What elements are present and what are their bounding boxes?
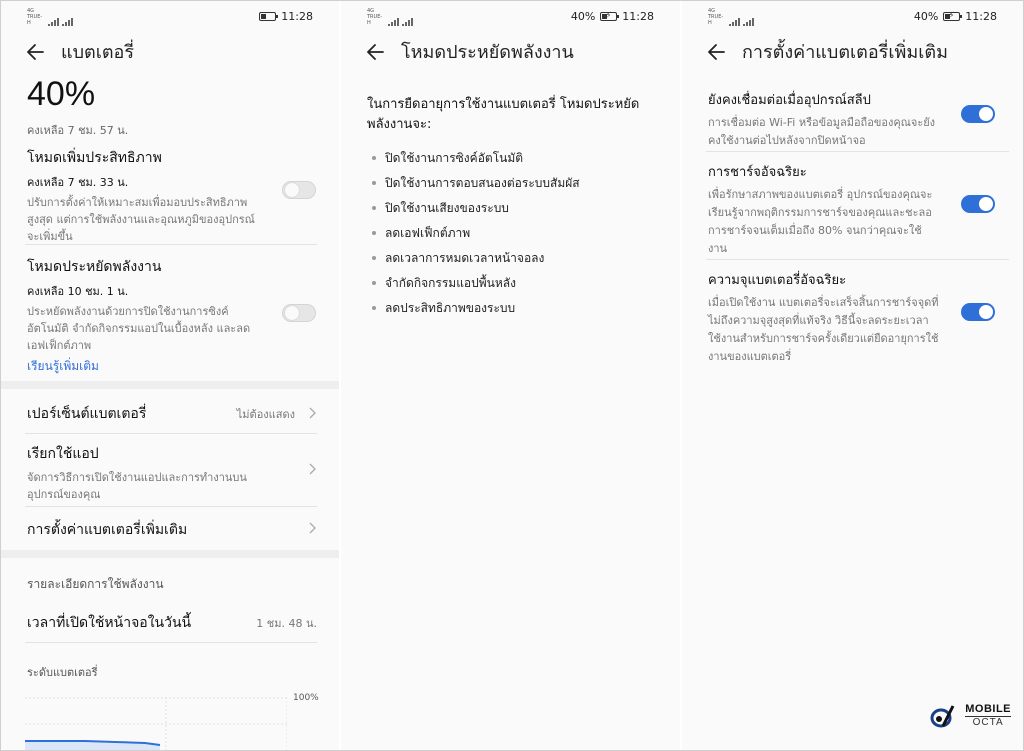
power-saving-screen xyxy=(341,1,680,750)
status-bar xyxy=(682,1,1023,31)
page-title: การตั้งค่าแบตเตอรี่เพิ่มเติม xyxy=(742,42,948,63)
back-arrow-icon[interactable] xyxy=(706,42,726,62)
page-title: แบตเตอรี่ xyxy=(61,42,135,63)
signal-strength-icon xyxy=(48,18,59,26)
clock: 11:28 xyxy=(622,10,654,23)
app-launch-description: จัดการวิธีการเปิดใช้งานแอปและการทำงานบนอุปกรณ์ของคุณ xyxy=(27,471,247,501)
battery-level-label: ระดับแบตเตอรี่ xyxy=(27,666,98,679)
back-arrow-icon[interactable] xyxy=(365,42,385,62)
more-battery-settings-label: การตั้งค่าแบตเตอรี่เพิ่มเติม xyxy=(27,522,188,538)
learn-more-link[interactable]: เรียนรู้เพิ่มเติม xyxy=(27,359,99,373)
battery-percent-value: 40% xyxy=(27,75,96,113)
performance-mode-title: โหมดเพิ่มประสิทธิภาพ xyxy=(27,150,162,166)
signal-strength-icon xyxy=(729,18,740,26)
network-label: 4G TRUE-H xyxy=(27,8,43,26)
page-title: โหมดประหยัดพลังงาน xyxy=(401,42,574,63)
performance-mode-toggle[interactable] xyxy=(282,181,316,199)
chevron-right-icon xyxy=(309,522,317,534)
performance-mode-remaining: คงเหลือ 7 ชม. 33 น. xyxy=(27,176,129,189)
signal-indicators xyxy=(27,8,73,26)
list-item: ลดประสิทธิภาพของระบบ xyxy=(371,299,661,324)
battery-level-chart xyxy=(25,697,287,750)
signal-strength-icon xyxy=(388,18,399,26)
divider xyxy=(25,433,317,434)
signal-indicators xyxy=(708,8,754,26)
list-item: ลดเอฟเฟ็กต์ภาพ xyxy=(371,224,661,249)
battery-charging-icon: ⚡ xyxy=(943,12,960,21)
smart-battery-capacity-title: ความจุแบตเตอรี่อัจฉริยะ xyxy=(708,273,847,288)
screen-on-time-value: 1 ชม. 48 น. xyxy=(256,617,317,630)
app-launch-label: เรียกใช้แอป xyxy=(27,446,99,462)
status-bar xyxy=(341,1,680,31)
signal-indicators xyxy=(367,8,413,26)
smart-battery-capacity-toggle[interactable] xyxy=(961,303,995,321)
battery-percent-status: 40% xyxy=(913,10,939,23)
power-saving-mode-title: โหมดประหยัดพลังงาน xyxy=(27,259,162,275)
divider xyxy=(706,151,1009,152)
divider xyxy=(25,506,317,507)
performance-mode-setting[interactable] xyxy=(27,147,317,245)
app-launch-row[interactable] xyxy=(27,443,317,503)
logo-text-octa: OCTA xyxy=(972,717,1004,728)
list-item: ปิดใช้งานเสียงของระบบ xyxy=(371,199,661,224)
battery-percentage-value: ไม่ต้องแสดง xyxy=(236,408,295,421)
stay-connected-title: ยังคงเชื่อมต่อเมื่ออุปกรณ์สลีป xyxy=(708,93,871,108)
status-bar xyxy=(1,1,339,31)
section-separator xyxy=(1,381,339,389)
power-saving-mode-toggle[interactable] xyxy=(282,304,316,322)
mobile-octa-logo-mark xyxy=(929,704,961,728)
power-saving-intro: ในการยืดอายุการใช้งานแบตเตอรี่ โหมดประหยัดพลังงานจะ: xyxy=(367,97,640,132)
chevron-right-icon xyxy=(309,463,317,475)
list-item: จำกัดกิจกรรมแอปพื้นหลัง xyxy=(371,274,661,299)
smart-charging-description: เพื่อรักษาสภาพของแบตเตอรี่ อุปกรณ์ของคุณจะเรียนรู้จากพฤติกรรมการชาร์จของคุณและชะลอการชาร์จจนเต็มเมื่อถึง 80% จนกว่าคุณจะใช้งาน xyxy=(708,188,933,255)
divider xyxy=(706,259,1009,260)
smart-charging-toggle[interactable] xyxy=(961,195,995,213)
signal-strength-icon-2 xyxy=(402,18,413,26)
chevron-right-icon xyxy=(309,407,317,419)
power-saving-mode-remaining: คงเหลือ 10 ชม. 1 น. xyxy=(27,285,129,298)
back-arrow-icon[interactable] xyxy=(25,42,45,62)
battery-percentage-label: เปอร์เซ็นต์แบตเตอรี่ xyxy=(27,406,147,422)
power-saving-mode-setting[interactable] xyxy=(27,256,317,354)
network-label: 4G TRUE-H xyxy=(708,8,724,26)
more-battery-settings-screen xyxy=(682,1,1023,750)
clock: 11:28 xyxy=(281,10,313,23)
smart-charging-title: การชาร์จอัจฉริยะ xyxy=(708,165,807,180)
more-battery-settings-row[interactable] xyxy=(27,519,317,541)
battery-icon xyxy=(259,12,276,21)
mobile-octa-logo xyxy=(929,703,1011,728)
usage-details-label: รายละเอียดการใช้พลังงาน xyxy=(27,577,164,591)
stay-connected-description: การเชื่อมต่อ Wi-Fi หรือข้อมูลมือถือของคุณจะยังคงใช้งานต่อไปหลังจากปิดหน้าจอ xyxy=(708,116,936,147)
clock: 11:28 xyxy=(965,10,997,23)
power-saving-mode-description: ประหยัดพลังงานด้วยการปิดใช้งานการซิงค์อัตโนมัติ จำกัดกิจกรรมแอปในเบื้องหลัง และลดเอฟเฟ็กต์ภาพ xyxy=(27,305,251,352)
chart-max-label: 100% xyxy=(293,693,319,703)
performance-mode-description: ปรับการตั้งค่าให้เหมาะสมเพื่อมอบประสิทธิภาพสูงสุด แต่การใช้พลังงานและอุณหภูมิของอุปกรณ์จะเพิ่มขึ้น xyxy=(27,196,255,243)
screen-on-time-row xyxy=(27,612,317,634)
screen-on-time-label: เวลาที่เปิดใช้หน้าจอในวันนี้ xyxy=(27,615,192,631)
battery-percentage-row[interactable] xyxy=(27,403,317,425)
battery-screen xyxy=(1,1,339,750)
power-saving-feature-list xyxy=(371,149,661,324)
section-separator xyxy=(1,550,339,558)
divider xyxy=(25,244,317,245)
battery-percent-status: 40% xyxy=(570,10,596,23)
list-item: ลดเวลาการหมดเวลาหน้าจอลง xyxy=(371,249,661,274)
network-label: 4G TRUE-H xyxy=(367,8,383,26)
list-item: ปิดใช้งานการซิงค์อัตโนมัติ xyxy=(371,149,661,174)
divider xyxy=(25,642,317,643)
list-item: ปิดใช้งานการตอบสนองต่อระบบสัมผัส xyxy=(371,174,661,199)
signal-strength-icon-2 xyxy=(62,18,73,26)
battery-charging-icon: ⚡ xyxy=(600,12,617,21)
stay-connected-toggle[interactable] xyxy=(961,105,995,123)
remaining-time: คงเหลือ 7 ชม. 57 น. xyxy=(27,124,129,137)
signal-strength-icon-2 xyxy=(743,18,754,26)
smart-battery-capacity-description: เมื่อเปิดใช้งาน แบตเตอรี่จะเสร็จสิ้นการชาร์จจุดที่ไม่ถึงความจุสูงสุดที่แท้จริง วิธีนี้จะลดระยะเวลาใช้งานสำหรับการชาร์จครั้งเดียวแต่ยืดอายุการใช้งานของแบตเตอรี่ xyxy=(708,296,939,363)
logo-text-mobile: MOBILE xyxy=(965,703,1011,715)
